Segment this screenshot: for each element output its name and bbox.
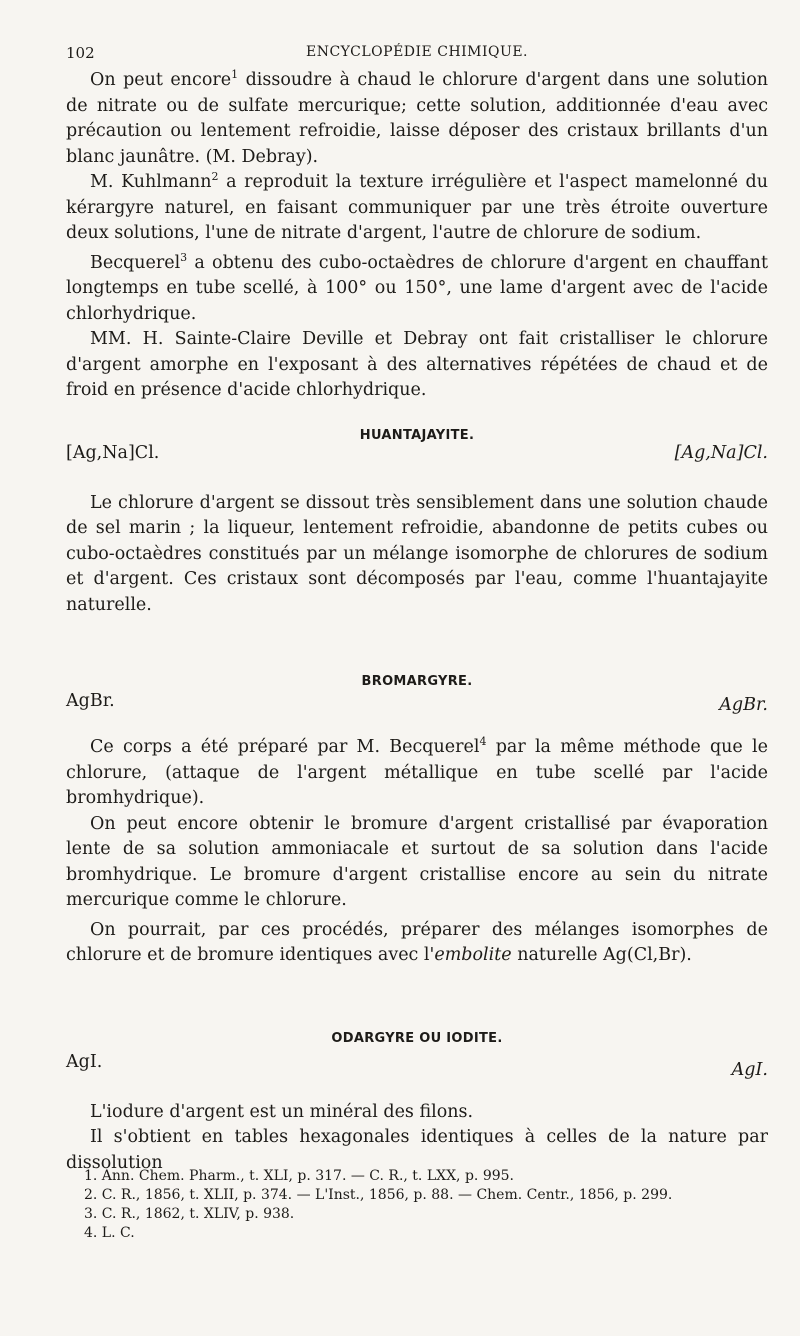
paragraph-bromargyre-evaporation: On peut encore obtenir le bromure d'argent cristallisé par évaporation lente de sa solution ammoniacale et surtout de sa solution dans l'acide bromhydrique. Le bromure d'argent cristallise encore au sein du nitrate mercurique comme le chlorure. bbox=[66, 813, 768, 910]
footnote-1: 1. Ann. Chem. Pharm., t. XLI, p. 317. — C. R., t. LXX, p. 995. bbox=[84, 1168, 514, 1184]
term-embolite: embolite bbox=[434, 945, 512, 965]
formula-bromargyre-italic: AgBr. bbox=[719, 695, 768, 715]
footnote-ref-4: 4 bbox=[479, 735, 487, 749]
formula-odargyre: AgI. bbox=[66, 1051, 103, 1072]
paragraph-becquerel: Becquerel$^3$ a obtenu des cubo-octaèdres de chlorure d'argent en chauffant longtemps en tube scellé, à 100° ou 150°, une lame d'argent avec de l'acide chlorhydrique. bbox=[66, 250, 768, 324]
page-number: 102 bbox=[66, 44, 95, 62]
running-header bbox=[66, 44, 768, 68]
running-title: ENCYCLOPÉDIE CHIMIQUE. bbox=[306, 44, 528, 60]
formula-huantajayite-italic: [Ag,Na]Cl. bbox=[674, 442, 768, 463]
footnote-4: 4. L. C. bbox=[84, 1225, 135, 1241]
footnote-ref-1: 1 bbox=[231, 68, 239, 82]
formula-row-odargyre bbox=[66, 1052, 768, 1078]
paragraph-kuhlmann: M. Kuhlmann$^2$ a reproduit la texture irrégulière et l'aspect mamelonné du kérargyre naturel, en faisant communiquer par une très étroite ouverture deux solutions, l'une de nitrate d'argent, l'autre de chlorure de sodium. bbox=[66, 170, 768, 243]
page-body bbox=[66, 44, 768, 1176]
paragraph-embolite: On pourrait, par ces procédés, préparer des mélanges isomorphes de chlorure et de bromure identiques avec l'embolite naturelle Ag(Cl,Br). bbox=[66, 919, 768, 965]
footnote-ref-3: 3 bbox=[180, 250, 188, 264]
paragraph-debray: On peut encore$^1$ dissoudre à chaud le chlorure d'argent dans une solution de nitrate ou de sulfate mercurique; cette solution, additionnée d'eau avec précaution ou lentement refroidie, laisse déposer des cristaux brillants d'un blanc jaunâtre. (M. Debray). bbox=[66, 68, 769, 167]
formula-bromargyre: AgBr. bbox=[66, 691, 115, 711]
paragraph-iodure-filons: L'iodure d'argent est un minéral des filons. bbox=[90, 1101, 474, 1122]
section-heading-bromargyre: BROMARGYRE. bbox=[361, 674, 473, 689]
paragraph-iodure-tables: Il s'obtient en tables hexagonales identiques à celles de la nature par dissolution bbox=[66, 1127, 768, 1173]
paragraph-huantajayite: Le chlorure d'argent se dissout très sensiblement dans une solution chaude de sel marin ; la liqueur, lentement refroidie, abandonne de petits cubes ou cubo-octaèdres constitués par un mélange isomorphe de chlorures de sodium et d'argent. Ces cristaux sont décomposés par l'eau, comme l'huantajayite naturelle. bbox=[66, 492, 768, 615]
paragraph-deville-debray: MM. H. Sainte-Claire Deville et Debray ont fait cristalliser le chlorure d'argent amorphe en l'exposant à des alternatives répétées de chaud et de froid en présence d'acide chlorhydrique. bbox=[66, 329, 768, 400]
paragraph-bromargyre-becquerel: Ce corps a été préparé par M. Becquerel$^4$ par la même méthode que le chlorure, (attaque de l'argent métallique en tube scellé par l'acide bromhydrique). bbox=[66, 735, 768, 808]
formula-huantajayite: [Ag,Na]Cl. bbox=[66, 442, 160, 463]
footnotes bbox=[84, 1167, 764, 1243]
section-heading-huantajayite: HUANTAJAYITE. bbox=[359, 427, 475, 443]
section-heading-odargyre: ODARGYRE OU IODITE. bbox=[331, 1030, 503, 1046]
formula-odargyre-italic: AgI. bbox=[731, 1059, 768, 1080]
footnote-ref-2: 2 bbox=[211, 170, 219, 184]
formula-row-huantajayite bbox=[66, 443, 768, 469]
footnote-3: 3. C. R., 1862, t. XLIV, p. 938. bbox=[84, 1206, 295, 1222]
footnote-2: 2. C. R., 1856, t. XLII, p. 374. — L'Inst., 1856, p. 88. — Chem. Centr., 1856, p. 299. bbox=[84, 1187, 673, 1203]
formula-row-bromargyre bbox=[66, 691, 768, 717]
